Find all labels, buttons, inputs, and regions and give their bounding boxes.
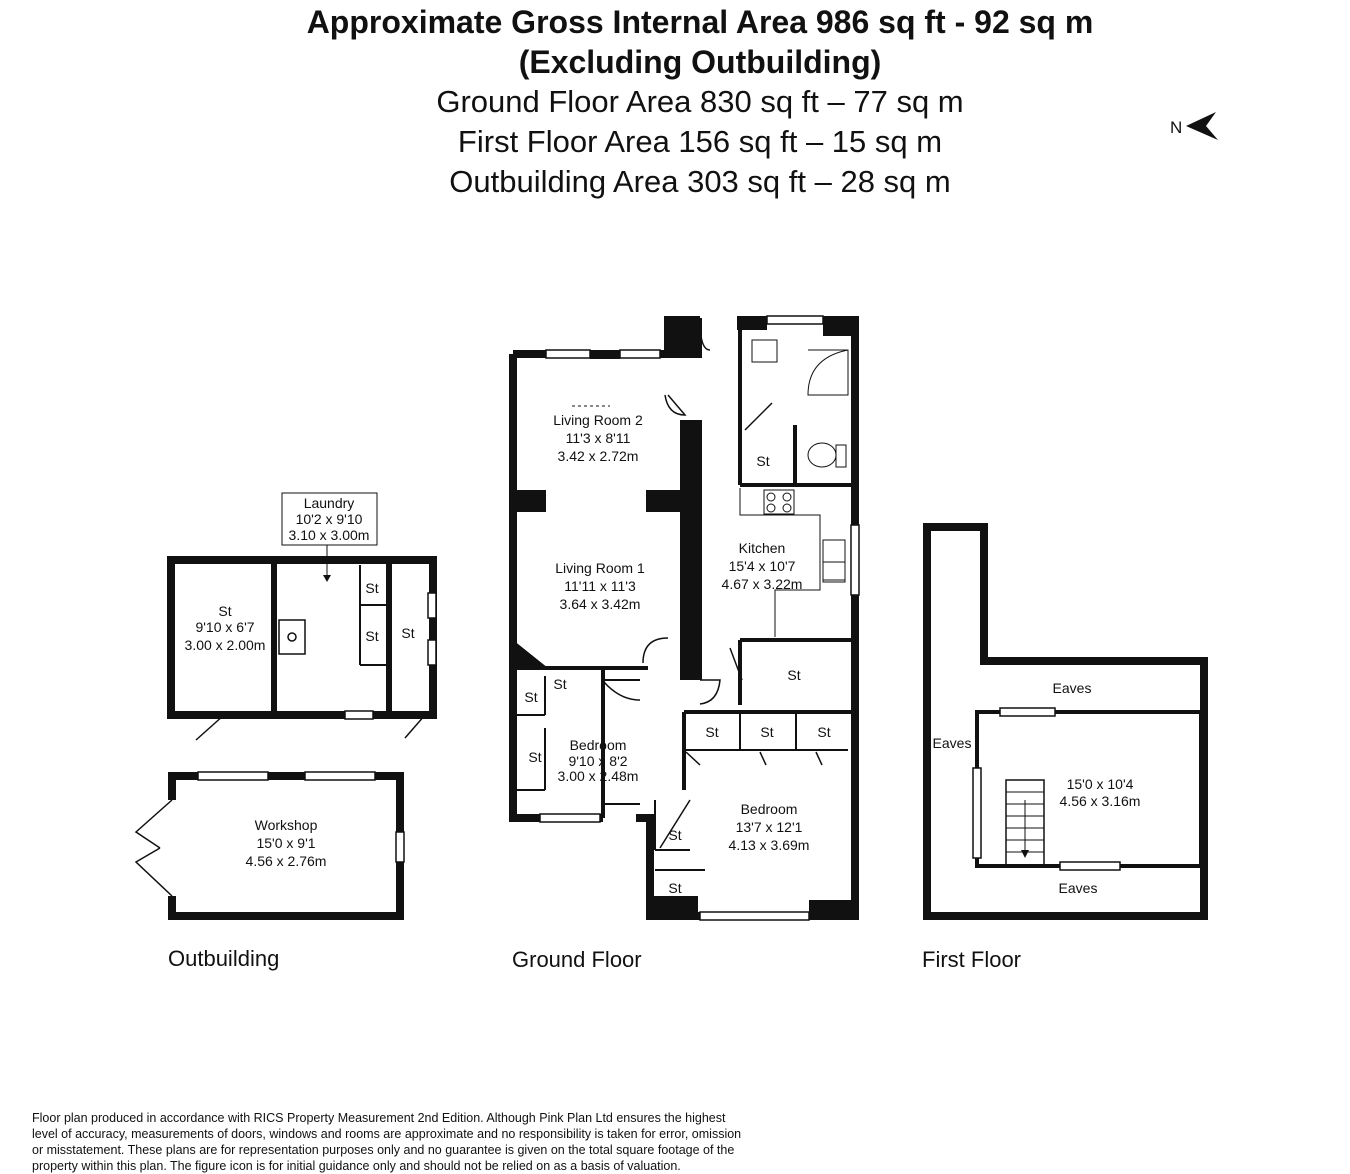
workshop-name: Workshop: [254, 817, 318, 833]
store-wardrobe-3: St: [817, 724, 831, 740]
bedroom-2-name: Bedroom: [569, 737, 627, 753]
bedroom-1-metric: 4.13 x 3.69m: [728, 837, 810, 853]
bedroom-1-name: Bedroom: [740, 801, 798, 817]
north-label: N: [1170, 118, 1183, 137]
ground-floor-title: Ground Floor: [512, 947, 642, 972]
outbuilding-store-3: St: [401, 625, 415, 641]
outbuilding-store-metric: 3.00 x 2.00m: [184, 637, 266, 653]
laundry-store-1: St: [365, 580, 379, 596]
kitchen-name: Kitchen: [738, 540, 786, 556]
living-room-2-metric: 3.42 x 2.72m: [557, 448, 639, 464]
laundry-metric: 3.10 x 3.00m: [288, 527, 370, 543]
store-bedroom-3: St: [528, 749, 542, 765]
laundry-name: Laundry: [303, 495, 355, 511]
ground-floor-plan: [510, 316, 859, 920]
outbuilding-title: Outbuilding: [168, 946, 280, 971]
store-wardrobe-1: St: [705, 724, 719, 740]
first-floor-area: First Floor Area 156 sq ft – 15 sq m: [457, 124, 943, 159]
laundry-store-2: St: [365, 628, 379, 644]
disclaimer-line: Floor plan produced in accordance with RICS Property Measurement 2nd Edition. Although Pink Plan Ltd ensures the highest: [32, 1111, 726, 1125]
kitchen-imperial: 15'4 x 10'7: [728, 558, 796, 574]
living-room-1-imperial: 11'11 x 11'3: [564, 578, 636, 594]
store-bedroom-1: St: [524, 689, 538, 705]
store-bathroom: St: [756, 453, 770, 469]
disclaimer-line: level of accuracy, measurements of doors, windows and rooms are approximate and no responsibility is taken for error, omission: [32, 1127, 742, 1141]
ground-floor-area: Ground Floor Area 830 sq ft – 77 sq m: [436, 84, 964, 119]
first-floor-room-imperial: 15'0 x 10'4: [1066, 776, 1134, 792]
workshop-imperial: 15'0 x 9'1: [256, 835, 316, 851]
living-room-2-name: Living Room 2: [553, 412, 643, 428]
laundry-imperial: 10'2 x 9'10: [295, 511, 363, 527]
disclaimer-line: property within this plan. The figure icon is for initial guidance only and should not be relied on as a basis of valuation.: [32, 1159, 681, 1173]
first-floor-title: First Floor: [922, 947, 1021, 972]
eaves-bottom: Eaves: [1058, 880, 1098, 896]
store-hall-1: St: [668, 827, 682, 843]
disclaimer: [32, 1110, 792, 1174]
bedroom-2-imperial: 9'10 x 8'2: [568, 753, 628, 769]
excluding-outbuilding-note: (Excluding Outbuilding): [518, 44, 882, 80]
first-floor-room-metric: 4.56 x 3.16m: [1059, 793, 1141, 809]
living-room-1-metric: 3.64 x 3.42m: [559, 596, 641, 612]
outbuilding-area: Outbuilding Area 303 sq ft – 28 sq m: [449, 164, 951, 199]
store-wardrobe-2: St: [760, 724, 774, 740]
eaves-left: Eaves: [932, 735, 972, 751]
kitchen-metric: 4.67 x 3.22m: [721, 576, 803, 592]
bedroom-1-imperial: 13'7 x 12'1: [735, 819, 803, 835]
workshop-metric: 4.56 x 2.76m: [245, 853, 327, 869]
bedroom-2-metric: 3.00 x 2.48m: [557, 768, 639, 784]
outbuilding-store-name: St: [218, 603, 232, 619]
outbuilding-store-imperial: 9'10 x 6'7: [195, 619, 255, 635]
disclaimer-line: or misstatement. These plans are for representation purposes only and no guarantee is given on the total square footage of the: [32, 1143, 735, 1157]
north-arrow-icon: [1170, 112, 1218, 140]
living-room-2-imperial: 11'3 x 8'11: [565, 430, 631, 446]
first-floor-plan: [927, 527, 1204, 916]
living-room-1-name: Living Room 1: [555, 560, 645, 576]
eaves-top: Eaves: [1052, 680, 1092, 696]
store-hall-2: St: [668, 880, 682, 896]
store-kitchen: St: [787, 667, 801, 683]
store-bedroom-2: St: [553, 676, 567, 692]
gross-area-heading: Approximate Gross Internal Area 986 sq ft - 92 sq m: [306, 4, 1094, 40]
